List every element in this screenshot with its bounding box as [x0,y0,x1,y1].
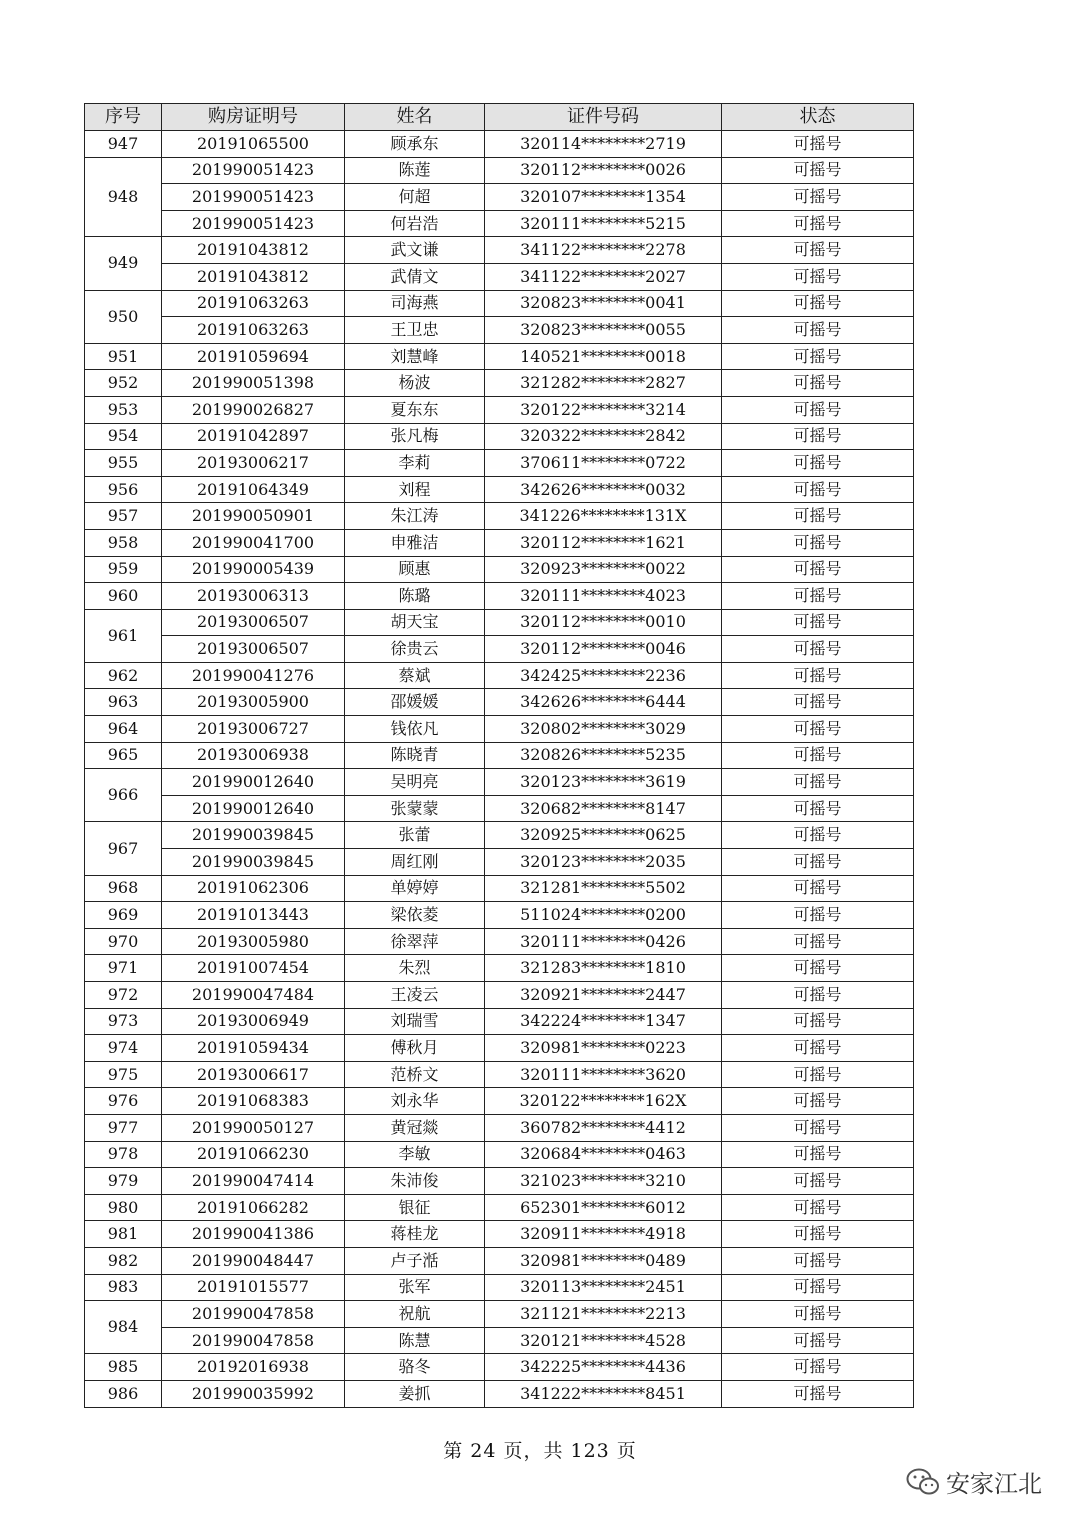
name-cell: 司海燕 [345,290,485,317]
seq-cell: 986 [85,1380,162,1407]
status-cell: 可摇号 [722,1088,914,1115]
name-cell: 武倩文 [345,263,485,290]
certificate-no-cell: 201990041700 [162,529,345,556]
table-row [85,716,914,743]
header-row [85,104,914,131]
table-row [85,902,914,929]
status-cell: 可摇号 [722,1354,914,1381]
status-cell: 可摇号 [722,982,914,1009]
seq-cell: 961 [85,609,162,662]
table-row [85,1114,914,1141]
id-number-cell: 320111********4023 [485,583,722,610]
name-cell: 钱依凡 [345,716,485,743]
status-cell: 可摇号 [722,263,914,290]
certificate-no-cell: 20191062306 [162,875,345,902]
table-row [85,1008,914,1035]
seq-cell: 954 [85,423,162,450]
id-number-cell: 320122********3214 [485,396,722,423]
table-row [85,1061,914,1088]
id-number-cell: 320684********0463 [485,1141,722,1168]
header-seq: 序号 [85,104,162,131]
certificate-no-cell: 201990047858 [162,1327,345,1354]
table-row [85,875,914,902]
name-cell: 邵媛媛 [345,689,485,716]
seq-cell: 948 [85,157,162,237]
name-cell: 何岩浩 [345,210,485,237]
status-cell: 可摇号 [722,370,914,397]
name-cell: 刘慧峰 [345,343,485,370]
seq-cell: 962 [85,662,162,689]
seq-cell: 971 [85,955,162,982]
id-number-cell: 320923********0022 [485,556,722,583]
certificate-no-cell: 20193006507 [162,636,345,663]
id-number-cell: 370611********0722 [485,450,722,477]
id-number-cell: 320112********1621 [485,529,722,556]
seq-cell: 984 [85,1301,162,1354]
table-row [85,370,914,397]
name-cell: 陈璐 [345,583,485,610]
page-number: 第 24 页，共 123 页 [443,1440,637,1462]
seq-cell: 958 [85,529,162,556]
certificate-no-cell: 20191059694 [162,343,345,370]
seq-cell: 960 [85,583,162,610]
status-cell: 可摇号 [722,662,914,689]
status-cell: 可摇号 [722,928,914,955]
id-number-cell: 341122********2278 [485,237,722,264]
name-cell: 杨波 [345,370,485,397]
id-number-cell: 320111********5215 [485,210,722,237]
table-row [85,396,914,423]
name-cell: 吴明亮 [345,769,485,796]
table-row [85,769,914,796]
certificate-no-cell: 201990005439 [162,556,345,583]
table-row [85,184,914,211]
certificate-no-cell: 201990012640 [162,769,345,796]
status-cell: 可摇号 [722,1380,914,1407]
table-row [85,955,914,982]
id-number-cell: 321023********3210 [485,1168,722,1195]
name-cell: 何超 [345,184,485,211]
id-number-cell: 320925********0625 [485,822,722,849]
id-number-cell: 321283********1810 [485,955,722,982]
id-number-cell: 341122********2027 [485,263,722,290]
table-row [85,1088,914,1115]
certificate-no-cell: 201990041276 [162,662,345,689]
certificate-no-cell: 20191063263 [162,317,345,344]
name-cell: 卢子湉 [345,1247,485,1274]
certificate-no-cell: 20192016938 [162,1354,345,1381]
seq-cell: 964 [85,716,162,743]
seq-cell: 968 [85,875,162,902]
status-cell: 可摇号 [722,210,914,237]
status-cell: 可摇号 [722,636,914,663]
name-cell: 刘程 [345,476,485,503]
name-cell: 黄冠燚 [345,1114,485,1141]
status-cell: 可摇号 [722,1141,914,1168]
status-cell: 可摇号 [722,583,914,610]
id-number-cell: 320823********0055 [485,317,722,344]
seq-cell: 947 [85,131,162,158]
table-row [85,1035,914,1062]
certificate-no-cell: 20191043812 [162,237,345,264]
status-cell: 可摇号 [722,1114,914,1141]
certificate-no-cell: 201990051398 [162,370,345,397]
certificate-no-cell: 20193006727 [162,716,345,743]
certificate-no-cell: 201990047414 [162,1168,345,1195]
table-row [85,529,914,556]
id-number-cell: 342225********4436 [485,1354,722,1381]
id-number-cell: 360782********4412 [485,1114,722,1141]
table-row [85,1354,914,1381]
name-cell: 张军 [345,1274,485,1301]
table-row [85,928,914,955]
name-cell: 胡天宝 [345,609,485,636]
status-cell: 可摇号 [722,450,914,477]
table-row [85,1194,914,1221]
status-cell: 可摇号 [722,822,914,849]
status-cell: 可摇号 [722,184,914,211]
status-cell: 可摇号 [722,849,914,876]
id-number-cell: 320112********0010 [485,609,722,636]
name-cell: 骆冬 [345,1354,485,1381]
certificate-no-cell: 201990041386 [162,1221,345,1248]
seq-cell: 956 [85,476,162,503]
table-row [85,982,914,1009]
name-cell: 陈慧 [345,1327,485,1354]
seq-cell: 965 [85,742,162,769]
certificate-no-cell: 20191015577 [162,1274,345,1301]
id-number-cell: 321282********2827 [485,370,722,397]
name-cell: 王卫忠 [345,317,485,344]
status-cell: 可摇号 [722,1301,914,1328]
table-row [85,1221,914,1248]
seq-cell: 957 [85,503,162,530]
seq-cell: 950 [85,290,162,343]
certificate-no-cell: 20193006313 [162,583,345,610]
certificate-no-cell: 20193005900 [162,689,345,716]
table-row [85,583,914,610]
id-number-cell: 321281********5502 [485,875,722,902]
name-cell: 申雅洁 [345,529,485,556]
seq-cell: 966 [85,769,162,822]
certificate-no-cell: 201990047858 [162,1301,345,1328]
certificate-no-cell: 201990051423 [162,210,345,237]
seq-cell: 953 [85,396,162,423]
name-cell: 刘永华 [345,1088,485,1115]
status-cell: 可摇号 [722,609,914,636]
status-cell: 可摇号 [722,131,914,158]
table-row [85,849,914,876]
seq-cell: 981 [85,1221,162,1248]
id-number-cell: 320826********5235 [485,742,722,769]
name-cell: 徐翠萍 [345,928,485,955]
table-body [85,131,914,1408]
table-row [85,476,914,503]
name-cell: 李敏 [345,1141,485,1168]
table-header [85,104,914,131]
name-cell: 单婷婷 [345,875,485,902]
id-number-cell: 511024********0200 [485,902,722,929]
name-cell: 徐贵云 [345,636,485,663]
status-cell: 可摇号 [722,396,914,423]
status-cell: 可摇号 [722,1061,914,1088]
certificate-no-cell: 201990051423 [162,157,345,184]
certificate-no-cell: 20191007454 [162,955,345,982]
certificate-no-cell: 20191063263 [162,290,345,317]
header-id-number: 证件号码 [485,104,722,131]
id-number-cell: 320112********0026 [485,157,722,184]
status-cell: 可摇号 [722,1221,914,1248]
seq-cell: 970 [85,928,162,955]
seq-cell: 973 [85,1008,162,1035]
id-number-cell: 320123********2035 [485,849,722,876]
status-cell: 可摇号 [722,1168,914,1195]
name-cell: 银征 [345,1194,485,1221]
seq-cell: 976 [85,1088,162,1115]
table-row [85,742,914,769]
status-cell: 可摇号 [722,1247,914,1274]
id-number-cell: 320111********3620 [485,1061,722,1088]
seq-cell: 983 [85,1274,162,1301]
seq-cell: 972 [85,982,162,1009]
status-cell: 可摇号 [722,157,914,184]
purchase-certificate-table [84,103,914,1408]
seq-cell: 951 [85,343,162,370]
status-cell: 可摇号 [722,795,914,822]
certificate-no-cell: 201990048447 [162,1247,345,1274]
certificate-no-cell: 20193005980 [162,928,345,955]
certificate-no-cell: 20191065500 [162,131,345,158]
id-number-cell: 320981********0489 [485,1247,722,1274]
certificate-no-cell: 201990012640 [162,795,345,822]
certificate-no-cell: 201990035992 [162,1380,345,1407]
certificate-no-cell: 201990047484 [162,982,345,1009]
seq-cell: 978 [85,1141,162,1168]
name-cell: 祝航 [345,1301,485,1328]
seq-cell: 985 [85,1354,162,1381]
seq-cell: 977 [85,1114,162,1141]
seq-cell: 959 [85,556,162,583]
id-number-cell: 320121********4528 [485,1327,722,1354]
name-cell: 姜抓 [345,1380,485,1407]
certificate-no-cell: 201990050901 [162,503,345,530]
seq-cell: 963 [85,689,162,716]
id-number-cell: 320921********2447 [485,982,722,1009]
table-row [85,1247,914,1274]
status-cell: 可摇号 [722,716,914,743]
name-cell: 张蒙蒙 [345,795,485,822]
certificate-no-cell: 20193006617 [162,1061,345,1088]
table-row [85,210,914,237]
table-row [85,450,914,477]
id-number-cell: 320107********1354 [485,184,722,211]
id-number-cell: 320123********3619 [485,769,722,796]
name-cell: 刘瑞雪 [345,1008,485,1035]
certificate-no-cell: 20193006949 [162,1008,345,1035]
status-cell: 可摇号 [722,343,914,370]
table-row [85,290,914,317]
id-number-cell: 320911********4918 [485,1221,722,1248]
name-cell: 顾承东 [345,131,485,158]
table-row [85,1274,914,1301]
status-cell: 可摇号 [722,955,914,982]
certificate-no-cell: 20193006938 [162,742,345,769]
id-number-cell: 320111********0426 [485,928,722,955]
certificate-no-cell: 20191066230 [162,1141,345,1168]
table-row [85,822,914,849]
certificate-no-cell: 201990050127 [162,1114,345,1141]
certificate-no-cell: 20191066282 [162,1194,345,1221]
id-number-cell: 320823********0041 [485,290,722,317]
seq-cell: 974 [85,1035,162,1062]
table-row [85,317,914,344]
status-cell: 可摇号 [722,1274,914,1301]
table-row [85,503,914,530]
status-cell: 可摇号 [722,529,914,556]
seq-cell: 982 [85,1247,162,1274]
name-cell: 王凌云 [345,982,485,1009]
certificate-no-cell: 201990039845 [162,822,345,849]
table-row [85,157,914,184]
id-number-cell: 321121********2213 [485,1301,722,1328]
status-cell: 可摇号 [722,769,914,796]
name-cell: 朱沛俊 [345,1168,485,1195]
id-number-cell: 320114********2719 [485,131,722,158]
name-cell: 傅秋月 [345,1035,485,1062]
id-number-cell: 320122********162X [485,1088,722,1115]
status-cell: 可摇号 [722,1035,914,1062]
name-cell: 蔡斌 [345,662,485,689]
status-cell: 可摇号 [722,1327,914,1354]
id-number-cell: 140521********0018 [485,343,722,370]
table-row [85,662,914,689]
table-row [85,689,914,716]
seq-cell: 955 [85,450,162,477]
status-cell: 可摇号 [722,689,914,716]
status-cell: 可摇号 [722,290,914,317]
name-cell: 武文谦 [345,237,485,264]
status-cell: 可摇号 [722,503,914,530]
id-number-cell: 320981********0223 [485,1035,722,1062]
id-number-cell: 320322********2842 [485,423,722,450]
status-cell: 可摇号 [722,237,914,264]
table-row [85,131,914,158]
table-row [85,237,914,264]
name-cell: 周红刚 [345,849,485,876]
name-cell: 朱江涛 [345,503,485,530]
header-status: 状态 [722,104,914,131]
name-cell: 陈莲 [345,157,485,184]
seq-cell: 969 [85,902,162,929]
seq-cell: 952 [85,370,162,397]
watermark [906,1464,1042,1499]
wechat-icon [906,1467,940,1497]
seq-cell: 979 [85,1168,162,1195]
table-row [85,1168,914,1195]
id-number-cell: 652301********6012 [485,1194,722,1221]
certificate-no-cell: 20191043812 [162,263,345,290]
certificate-no-cell: 20191013443 [162,902,345,929]
id-number-cell: 320682********8147 [485,795,722,822]
table-row [85,1380,914,1407]
certificate-no-cell: 20191064349 [162,476,345,503]
seq-cell: 949 [85,237,162,290]
status-cell: 可摇号 [722,556,914,583]
table-row [85,1141,914,1168]
status-cell: 可摇号 [722,423,914,450]
table-row [85,423,914,450]
certificate-no-cell: 20193006217 [162,450,345,477]
name-cell: 梁依菱 [345,902,485,929]
certificate-no-cell: 20191059434 [162,1035,345,1062]
name-cell: 蒋桂龙 [345,1221,485,1248]
certificate-no-cell: 20193006507 [162,609,345,636]
name-cell: 陈晓青 [345,742,485,769]
certificate-no-cell: 201990026827 [162,396,345,423]
watermark-text: 安家江北 [946,1470,1042,1498]
table-row [85,343,914,370]
table-row [85,263,914,290]
id-number-cell: 342626********6444 [485,689,722,716]
status-cell: 可摇号 [722,902,914,929]
table-row [85,609,914,636]
id-number-cell: 320113********2451 [485,1274,722,1301]
header-certificate-no: 购房证明号 [162,104,345,131]
seq-cell: 975 [85,1061,162,1088]
id-number-cell: 342425********2236 [485,662,722,689]
certificate-no-cell: 20191068383 [162,1088,345,1115]
status-cell: 可摇号 [722,742,914,769]
status-cell: 可摇号 [722,476,914,503]
id-number-cell: 320112********0046 [485,636,722,663]
name-cell: 范桥文 [345,1061,485,1088]
name-cell: 夏东东 [345,396,485,423]
header-name: 姓名 [345,104,485,131]
id-number-cell: 342224********1347 [485,1008,722,1035]
id-number-cell: 341222********8451 [485,1380,722,1407]
table-row [85,636,914,663]
name-cell: 张蕾 [345,822,485,849]
name-cell: 张凡梅 [345,423,485,450]
certificate-no-cell: 201990039845 [162,849,345,876]
table-row [85,1327,914,1354]
id-number-cell: 341226********131X [485,503,722,530]
certificate-no-cell: 201990051423 [162,184,345,211]
id-number-cell: 342626********0032 [485,476,722,503]
status-cell: 可摇号 [722,317,914,344]
status-cell: 可摇号 [722,1194,914,1221]
table-row [85,1301,914,1328]
name-cell: 朱烈 [345,955,485,982]
id-number-cell: 320802********3029 [485,716,722,743]
seq-cell: 967 [85,822,162,875]
name-cell: 顾惠 [345,556,485,583]
table-row [85,795,914,822]
certificate-no-cell: 20191042897 [162,423,345,450]
table-row [85,556,914,583]
status-cell: 可摇号 [722,1008,914,1035]
seq-cell: 980 [85,1194,162,1221]
name-cell: 李莉 [345,450,485,477]
status-cell: 可摇号 [722,875,914,902]
